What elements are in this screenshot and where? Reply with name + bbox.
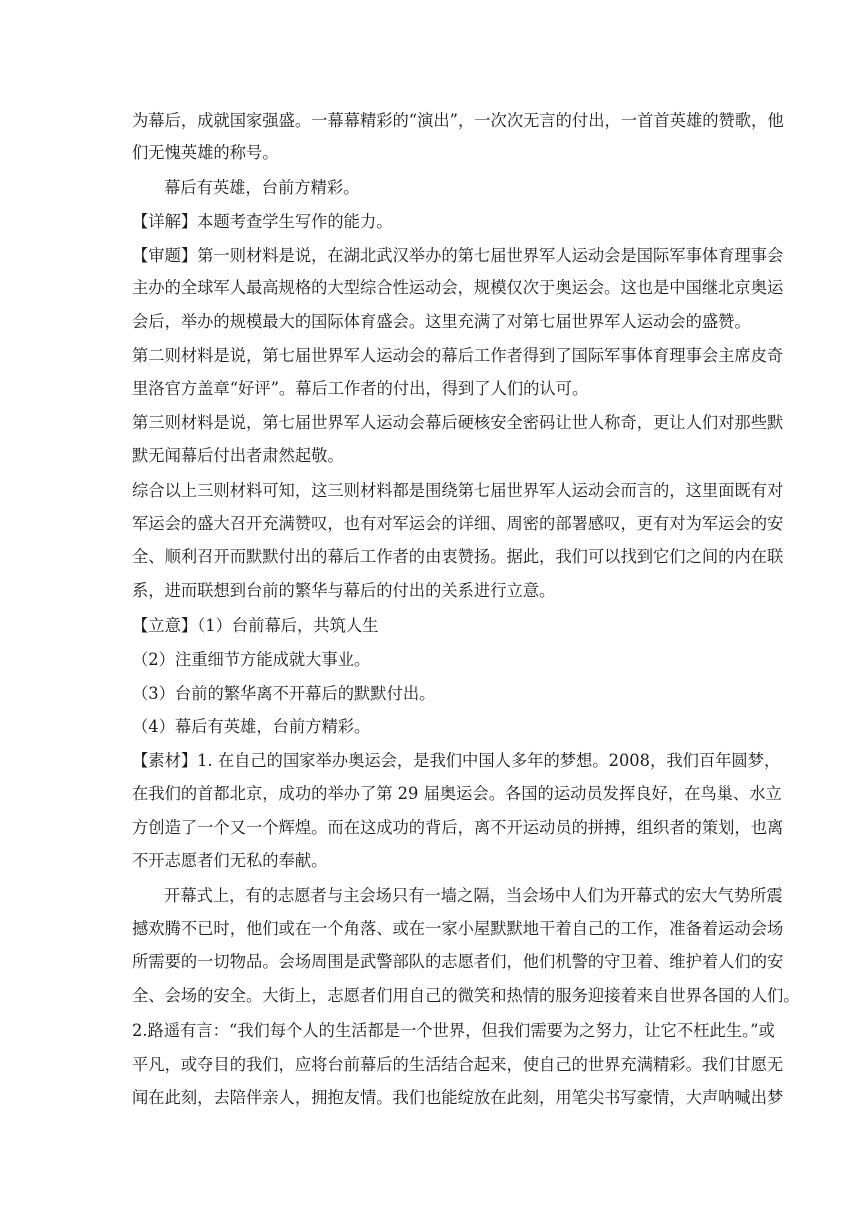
text-line: （4）幕后有英雄，台前方精彩。 bbox=[132, 717, 371, 736]
text-line: 所需要的一切物品。会场周围是武警部队的志愿者们，他们机警的守卫着、维护着人们的安 bbox=[132, 952, 784, 971]
text-line: 【审题】第一则材料是说，在湖北武汉举办的第七届世界军人运动会是国际军事体育理事会 bbox=[132, 246, 784, 265]
text-line: （2）注重细节方能成就大事业。 bbox=[132, 650, 371, 669]
text-line: 闻在此刻，去陪伴亲人，拥抱友情。我们也能绽放在此刻，用笔尖书写豪情，大声呐喊出梦 bbox=[132, 1088, 784, 1107]
text-line: 全、会场的安全。大街上，志愿者们用自己的微笑和热情的服务迎接着来自世界各国的人们。 bbox=[132, 986, 800, 1005]
text-line: 第二则材料是说，第七届世界军人运动会的幕后工作者得到了国际军事体育理事会主席皮奇 bbox=[132, 346, 784, 365]
text-line: 2.路遥有言：“我们每个人的生活都是一个世界，但我们需要为之努力，让它不枉此生。”或 bbox=[132, 1021, 775, 1040]
text-line: （3）台前的繁华离不开幕后的默默付出。 bbox=[132, 684, 436, 703]
text-line: 平凡，或夺目的我们，应将台前幕后的生活结合起来，使自己的世界充满精彩。我们甘愿无 bbox=[132, 1055, 784, 1074]
text-line: 【详解】本题考查学生写作的能力。 bbox=[132, 212, 393, 231]
text-line: 幕后有英雄，台前方精彩。 bbox=[164, 178, 360, 197]
text-line: 【素材】1. 在自己的国家举办奥运会，是我们中国人多年的梦想。2008，我们百年圆梦， bbox=[132, 751, 781, 770]
text-line: 第三则材料是说，第七届世界军人运动会幕后硬核安全密码让世人称奇，更让人们对那些默 bbox=[132, 413, 784, 432]
text-line: 不开志愿者们无私的奉献。 bbox=[132, 851, 328, 870]
text-line: 撼欢腾不已时，他们或在一个角落、或在一家小屋默默地干着自己的工作，准备着运动会场 bbox=[132, 919, 784, 938]
text-line: 【立意】（1）台前幕后，共筑人生 bbox=[132, 616, 379, 635]
text-line: 军运会的盛大召开充满赞叹，也有对军运会的详细、周密的部署感叹，更有对为军运会的安 bbox=[132, 514, 784, 533]
text-line: 主办的全球军人最高规格的大型综合性运动会，规模仅次于奥运会。这也是中国继北京奥运 bbox=[132, 278, 784, 297]
text-line: 综合以上三则材料可知，这三则材料都是围绕第七届世界军人运动会而言的，这里面既有对 bbox=[132, 481, 784, 500]
text-line: 开幕式上，有的志愿者与主会场只有一墙之隔，当会场中人们为开幕式的宏大气势所震 bbox=[164, 886, 783, 905]
text-line: 在我们的首都北京，成功的举办了第 29 届奥运会。各国的运动员发挥良好，在鸟巢、水立 bbox=[132, 784, 782, 803]
text-line: 全、顺利召开而默默付出的幕后工作者的由衷赞扬。据此，我们可以找到它们之间的内在联 bbox=[132, 547, 784, 566]
text-line: 会后，举办的规模最大的国际体育盛会。这里充满了对第七届世界军人运动会的盛赞。 bbox=[132, 312, 751, 331]
text-line: 方创造了一个又一个辉煌。而在这成功的背后，离不开运动员的拼搏，组织者的策划，也离 bbox=[132, 818, 784, 837]
text-line: 为幕后，成就国家强盛。一幕幕精彩的“演出”，一次次无言的付出，一首首英雄的赞歌，他 bbox=[132, 111, 784, 130]
text-line: 里洛官方盖章“好评”。幕后工作者的付出，得到了人们的认可。 bbox=[132, 379, 589, 398]
text-line: 们无愧英雄的称号。 bbox=[132, 143, 279, 162]
text-line: 系，进而联想到台前的繁华与幕后的付出的关系进行立意。 bbox=[132, 581, 556, 600]
text-line: 默无闻幕后付出者肃然起敬。 bbox=[132, 446, 344, 465]
